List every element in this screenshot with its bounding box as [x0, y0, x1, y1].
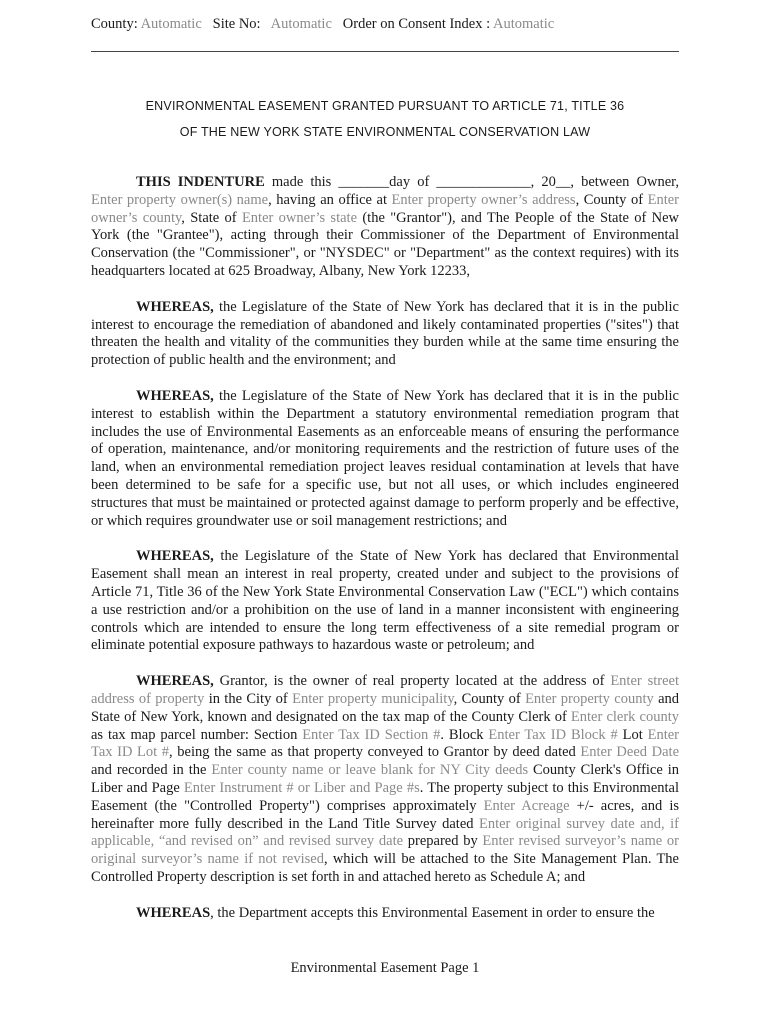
- paragraph-text: . The property subject to this Environmental Easement (the "Controlled Property") comprises approximately: [91, 779, 679, 814]
- whereas-heading: WHEREAS,: [136, 673, 214, 690]
- document-title-line-1: ENVIRONMENTAL EASEMENT GRANTED PURSUANT TO ARTICLE 71, TITLE 36: [145, 99, 625, 113]
- owner-address-placeholder[interactable]: Enter property owner’s address: [391, 191, 576, 208]
- tax-section-placeholder[interactable]: Enter Tax ID Section #: [302, 726, 441, 743]
- owner-name-placeholder[interactable]: Enter property owner(s) name: [91, 191, 269, 208]
- tax-lot-placeholder[interactable]: Enter Tax ID Lot #: [91, 726, 679, 761]
- property-county-placeholder[interactable]: Enter property county: [525, 690, 654, 707]
- paragraph-indenture: [91, 174, 679, 281]
- whereas-heading: WHEREAS,: [136, 548, 214, 565]
- survey-date-placeholder[interactable]: Enter original survey date and, if applicable, “and revised on” and revised survey date: [91, 815, 679, 850]
- county-field[interactable]: Automatic: [140, 16, 202, 32]
- page-footer: Environmental Easement Page 1: [290, 960, 480, 976]
- paragraph-whereas-4: [91, 673, 679, 887]
- paragraph-text: County Clerk's Office in Liber and Page: [91, 762, 679, 796]
- whereas-heading: WHEREAS,: [136, 387, 214, 404]
- paragraph-text: as tax map parcel number: Section: [91, 726, 303, 743]
- paragraph-whereas-1: [91, 299, 679, 370]
- whereas-heading: WHEREAS,: [136, 298, 214, 315]
- clerk-county-placeholder[interactable]: Enter clerk county: [570, 708, 680, 725]
- paragraph-text: and recorded in the: [91, 762, 212, 779]
- liber-page-placeholder[interactable]: Enter Instrument # or Liber and Page #s: [183, 779, 420, 796]
- paragraph-text: , being the same as that property conveyed to Grantor by deed dated: [169, 744, 581, 761]
- paragraph-text: Grantor, is the owner of real property located at the address of: [213, 673, 611, 690]
- paragraph-text: , County of: [453, 690, 526, 707]
- municipality-placeholder[interactable]: Enter property municipality: [292, 690, 454, 707]
- owner-county-placeholder[interactable]: Enter owner’s county: [91, 191, 679, 226]
- deed-county-placeholder[interactable]: Enter county name or leave blank for NY City deeds: [211, 762, 529, 779]
- paragraph-text: and State of New York, known and designated on the tax map of the County Clerk of: [91, 690, 680, 725]
- paragraph-text: made this _______day of _____________, 20__, between Owner,: [264, 174, 679, 190]
- site-no-field[interactable]: Automatic: [270, 16, 332, 32]
- deed-date-placeholder[interactable]: Enter Deed Date: [580, 744, 679, 761]
- document-header: [91, 16, 679, 33]
- paragraph-text: (the "Grantor"), and The People of the State of New York (the "Grantee"), acting through their Commissioner of the Department of Environmental Conservation (the "Commissioner", or "NYSDEC" or "Department" as the context requires) with its headquarters located at 625 Broadway, Albany, New York 12233,: [91, 209, 680, 279]
- paragraph-text: , State of: [181, 209, 242, 226]
- paragraph-text: the Legislature of the State of New York has declared that it is in the public interest to encourage the remediation of abandoned and likely contaminated properties ("sites") that threaten the health and vitality of the communities they burden while at the same time ensuring the protection of public health and the environment; and: [91, 298, 679, 369]
- document-title-line-2: OF THE NEW YORK STATE ENVIRONMENTAL CONSERVATION LAW: [179, 125, 591, 139]
- paragraph-text: +/- acres, and is hereinafter more fully described in the Land Title Survey dated: [91, 797, 679, 832]
- paragraph-whereas-2: [91, 388, 679, 530]
- paragraph-text: the Legislature of the State of New York has declared that Environmental Easement shall mean an interest in real property, created under and subject to the provisions of Article 71, Title 36 of the New York State Environmental Conservation Law ("ECL") which contains a use restriction and/or a prohibition on the use of land in a manner inconsistent with engineering controls which are intended to ensure the long term effectiveness of a site remedial program or eliminate potential exposure pathways to hazardous waste or petroleum; and: [91, 548, 679, 654]
- paragraph-text: prepared by: [403, 833, 483, 850]
- order-index-field[interactable]: Automatic: [492, 16, 555, 32]
- county-label: County:: [91, 16, 138, 32]
- paragraph-whereas-3: [91, 548, 679, 655]
- whereas-heading: WHEREAS: [136, 904, 211, 921]
- surveyor-name-placeholder[interactable]: Enter revised surveyor’s name or original surveyor’s name if not revised: [91, 833, 679, 868]
- tax-block-placeholder[interactable]: Enter Tax ID Block #: [488, 726, 618, 743]
- document-body: [91, 174, 679, 940]
- paragraph-text: the Legislature of the State of New York has declared that it is in the public interest to establish within the Department a statutory environmental remediation program that includes the use of Environmental Easements as an enforceable means of ensuring the performance of operation, maintenance, and/or monitoring requirements and the restriction of future uses of the land, when an environmental remediation project leaves residual contamination at levels that have been determined to be safe for a specific use, but not all uses, or which includes engineered structures that must be maintained or protected against damage to perform properly and be effective, or which requires groundwater use or soil management restrictions; and: [91, 387, 679, 529]
- street-address-placeholder[interactable]: Enter street address of property: [91, 673, 679, 707]
- owner-state-placeholder[interactable]: Enter owner’s state: [241, 209, 358, 226]
- paragraph-text: in the City of: [204, 690, 293, 707]
- header-divider: [91, 51, 679, 52]
- paragraph-text: , having an office at: [268, 191, 392, 208]
- acreage-placeholder[interactable]: Enter Acreage: [483, 797, 570, 814]
- site-no-label: Site No:: [212, 16, 261, 32]
- paragraph-text: Lot: [617, 726, 648, 743]
- order-index-label: Order on Consent Index :: [342, 16, 491, 32]
- indenture-heading: THIS INDENTURE: [136, 174, 265, 190]
- paragraph-text: , the Department accepts this Environmental Easement in order to ensure the: [210, 904, 655, 921]
- paragraph-text: , which will be attached to the Site Management Plan. The Controlled Property description is set forth in and attached hereto as Schedule A; and: [91, 851, 679, 885]
- paragraph-whereas-5: [91, 905, 679, 923]
- paragraph-text: . Block: [440, 726, 489, 743]
- paragraph-text: , County of: [575, 191, 648, 208]
